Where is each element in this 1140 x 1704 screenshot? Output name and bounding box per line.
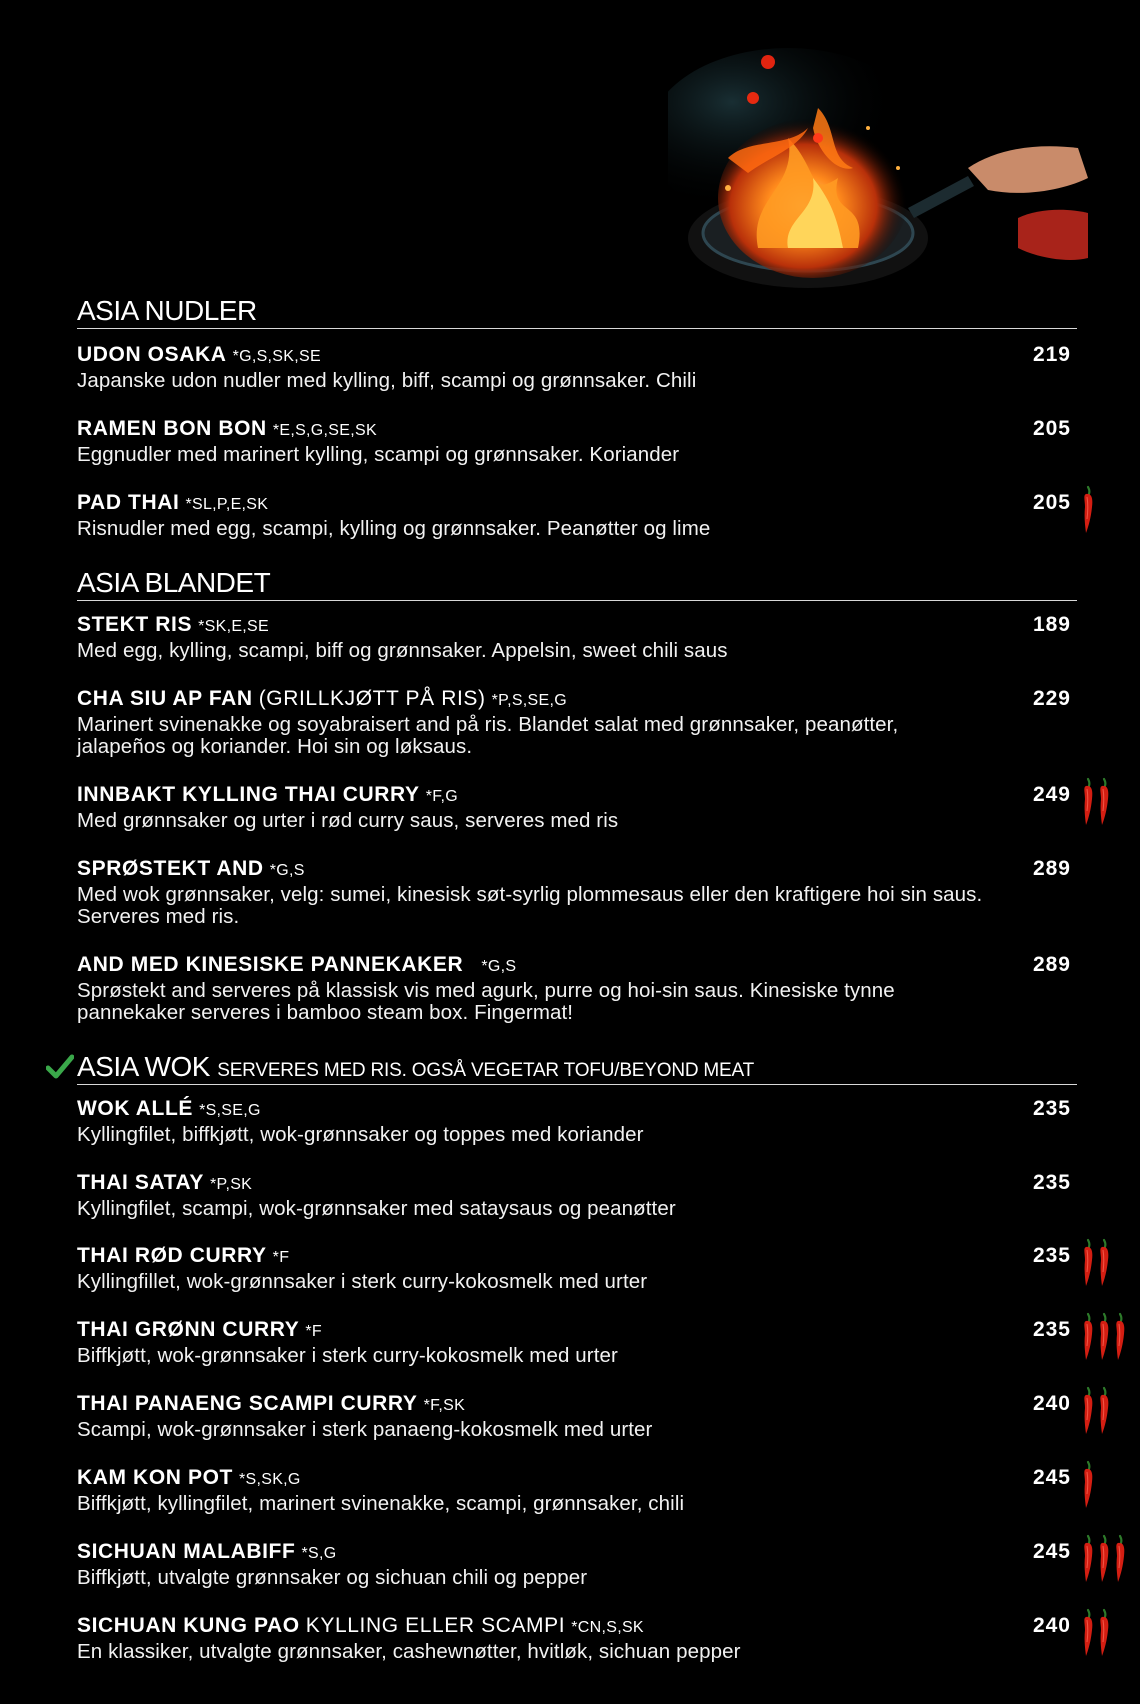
item-price: 229 — [1032, 687, 1071, 710]
item-price: 235 — [1032, 1097, 1071, 1120]
menu-item — [77, 1614, 1077, 1663]
item-allergens: *P,S,SE,G — [491, 692, 567, 709]
menu-item — [77, 343, 1077, 392]
item-description: Risnudler med egg, scampi, kylling og grønnsaker. Peanøtter og lime — [77, 517, 711, 540]
item-name: THAI RØD CURRY — [77, 1244, 267, 1267]
chili-pepper-icon — [1081, 777, 1096, 827]
item-description: Sprøstekt and serveres på klassisk vis med agurk, purre og hoi-sin saus. Kinesiske tynne pannekaker serveres i bamboo steam box. Fingermat! — [77, 979, 895, 1024]
item-description: Eggnudler med marinert kylling, scampi og grønnsaker. Koriander — [77, 443, 680, 466]
item-price: 249 — [1032, 783, 1071, 806]
item-name: THAI SATAY — [77, 1171, 204, 1194]
chili-rating — [1081, 1608, 1112, 1660]
section-title: ASIA WOK SERVERES MED RIS. OGSÅ VEGETAR TOFU/BEYOND MEAT — [77, 1051, 755, 1082]
menu-item — [77, 417, 1077, 466]
item-allergens: *F — [305, 1323, 322, 1340]
item-allergens: *G,S — [481, 958, 517, 975]
item-description: Japanske udon nudler med kylling, biff, scampi og grønnsaker. Chili — [77, 369, 697, 392]
item-name: WOK ALLÉ — [77, 1097, 194, 1120]
item-price: 289 — [1032, 953, 1071, 976]
chili-rating — [1081, 777, 1112, 829]
item-allergens: *SL,P,E,SK — [185, 496, 269, 513]
item-price: 219 — [1032, 343, 1071, 366]
chili-pepper-icon — [1097, 1608, 1112, 1658]
chili-pepper-icon — [1081, 1312, 1096, 1362]
chili-rating — [1081, 1312, 1128, 1364]
chili-rating — [1081, 1534, 1128, 1586]
menu-item — [77, 953, 1077, 1024]
item-price: 240 — [1032, 1614, 1071, 1637]
item-allergens: *F — [272, 1249, 290, 1266]
item-allergens: *S,G — [301, 1545, 337, 1562]
item-allergens: *S,SE,G — [199, 1102, 261, 1119]
item-price: 189 — [1032, 613, 1071, 636]
item-price: 235 — [1032, 1318, 1071, 1341]
item-price: 245 — [1032, 1540, 1071, 1563]
item-description: Med egg, kylling, scampi, biff og grønnsaker. Appelsin, sweet chili saus — [77, 639, 728, 662]
item-name: SPRØSTEKT AND — [77, 857, 264, 880]
menu-item — [77, 1318, 1077, 1367]
menu-item — [77, 687, 1077, 758]
item-name: STEKT RIS — [77, 613, 193, 636]
menu-item — [77, 1466, 1077, 1515]
item-name: KAM KON POT — [77, 1466, 233, 1489]
item-description: Kyllingfilet, scampi, wok-grønnsaker med sataysaus og peanøtter — [77, 1197, 676, 1220]
chili-pepper-icon — [1081, 1608, 1096, 1658]
item-price: 205 — [1032, 491, 1071, 514]
item-name: PAD THAI — [77, 491, 180, 514]
flaming-wok-image — [668, 48, 1088, 300]
section-asia-nudler — [77, 292, 1077, 540]
chili-rating — [1081, 485, 1096, 537]
item-name: THAI GRØNN CURRY — [77, 1318, 300, 1341]
chili-pepper-icon — [1097, 777, 1112, 827]
item-description: Med wok grønnsaker, velg: sumei, kinesisk søt-syrlig plommesaus eller den kraftigere hoi sin saus. Serveres med ris. — [77, 883, 983, 928]
item-name-extra: KYLLING ELLER SCAMPI — [305, 1614, 566, 1637]
chili-pepper-icon — [1081, 1460, 1096, 1510]
section-header — [77, 1048, 1077, 1085]
item-name: THAI PANAENG SCAMPI CURRY — [77, 1392, 418, 1415]
menu-item — [77, 491, 1077, 540]
item-name: CHA SIU AP FAN — [77, 687, 253, 710]
item-price: 245 — [1032, 1466, 1071, 1489]
chili-pepper-icon — [1081, 1386, 1096, 1436]
item-name: AND MED KINESISKE PANNEKAKER — [77, 953, 464, 976]
item-name: SICHUAN MALABIFF — [77, 1540, 296, 1563]
item-description: En klassiker, utvalgte grønnsaker, cashewnøtter, hvitløk, sichuan pepper — [77, 1640, 741, 1663]
menu-item — [77, 783, 1077, 832]
menu-item — [77, 1097, 1077, 1146]
chili-pepper-icon — [1113, 1312, 1128, 1362]
item-allergens: *F,G — [425, 788, 459, 805]
chili-pepper-icon — [1081, 1238, 1096, 1288]
menu-item — [77, 613, 1077, 662]
item-description: Biffkjøtt, wok-grønnsaker i sterk curry-kokosmelk med urter — [77, 1344, 618, 1367]
item-description: Biffkjøtt, utvalgte grønnsaker og sichuan chili og pepper — [77, 1566, 588, 1589]
item-description: Biffkjøtt, kyllingfilet, marinert svinenakke, scampi, grønnsaker, chili — [77, 1492, 685, 1515]
item-description: Marinert svinenakke og soyabraisert and på ris. Blandet salat med grønnsaker, peanøtter, jalapeños og koriander. Hoi sin og løksaus. — [77, 713, 899, 758]
item-allergens: *SK,E,SE — [198, 618, 270, 635]
item-allergens: *CN,S,SK — [571, 1619, 644, 1636]
item-price: 235 — [1032, 1171, 1071, 1194]
section-header — [77, 564, 1077, 601]
item-price: 289 — [1032, 857, 1071, 880]
chili-pepper-icon — [1113, 1534, 1128, 1584]
chili-pepper-icon — [1097, 1386, 1112, 1436]
item-name: INNBAKT KYLLING THAI CURRY — [77, 783, 420, 806]
chili-pepper-icon — [1081, 485, 1096, 535]
item-allergens: *P,SK — [210, 1176, 253, 1193]
chili-rating — [1081, 1460, 1096, 1512]
chili-pepper-icon — [1097, 1534, 1112, 1584]
section-subtitle: SERVERES MED RIS. OGSÅ VEGETAR TOFU/BEYOND MEAT — [217, 1060, 755, 1081]
item-price: 235 — [1032, 1244, 1071, 1267]
item-name: SICHUAN KUNG PAO — [77, 1614, 300, 1637]
item-description: Med grønnsaker og urter i rød curry saus, serveres med ris — [77, 809, 619, 832]
item-description: Kyllingfilet, biffkjøtt, wok-grønnsaker og toppes med koriander — [77, 1123, 644, 1146]
menu-item — [77, 1244, 1077, 1293]
chili-rating — [1081, 1386, 1112, 1438]
item-name: RAMEN BON BON — [77, 417, 267, 440]
menu-item — [77, 1392, 1077, 1441]
item-price: 205 — [1032, 417, 1071, 440]
section-header — [77, 292, 1077, 329]
section-asia-blandet — [77, 564, 1077, 1024]
menu-item — [77, 1171, 1077, 1220]
item-allergens: *F,SK — [423, 1397, 466, 1414]
section-title: ASIA BLANDET — [77, 567, 271, 598]
item-allergens: *E,S,G,SE,SK — [272, 422, 377, 439]
item-allergens: *S,SK,G — [238, 1471, 301, 1488]
chili-rating — [1081, 1238, 1112, 1290]
menu-item — [77, 1540, 1077, 1589]
item-description: Kyllingfillet, wok-grønnsaker i sterk curry-kokosmelk med urter — [77, 1270, 648, 1293]
item-allergens: *G,S,SK,SE — [232, 348, 321, 365]
chili-pepper-icon — [1097, 1312, 1112, 1362]
section-asia-wok — [77, 1048, 1077, 1663]
item-name-extra: (GRILLKJØTT PÅ RIS) — [258, 687, 486, 710]
chili-pepper-icon — [1097, 1238, 1112, 1288]
chili-pepper-icon — [1081, 1534, 1096, 1584]
menu-item — [77, 857, 1077, 928]
item-name: UDON OSAKA — [77, 343, 227, 366]
section-title: ASIA NUDLER — [77, 295, 257, 326]
item-price: 240 — [1032, 1392, 1071, 1415]
item-allergens: *G,S — [269, 862, 305, 879]
checkmark-icon — [46, 1054, 74, 1080]
item-description: Scampi, wok-grønnsaker i sterk panaeng-kokosmelk med urter — [77, 1418, 653, 1441]
